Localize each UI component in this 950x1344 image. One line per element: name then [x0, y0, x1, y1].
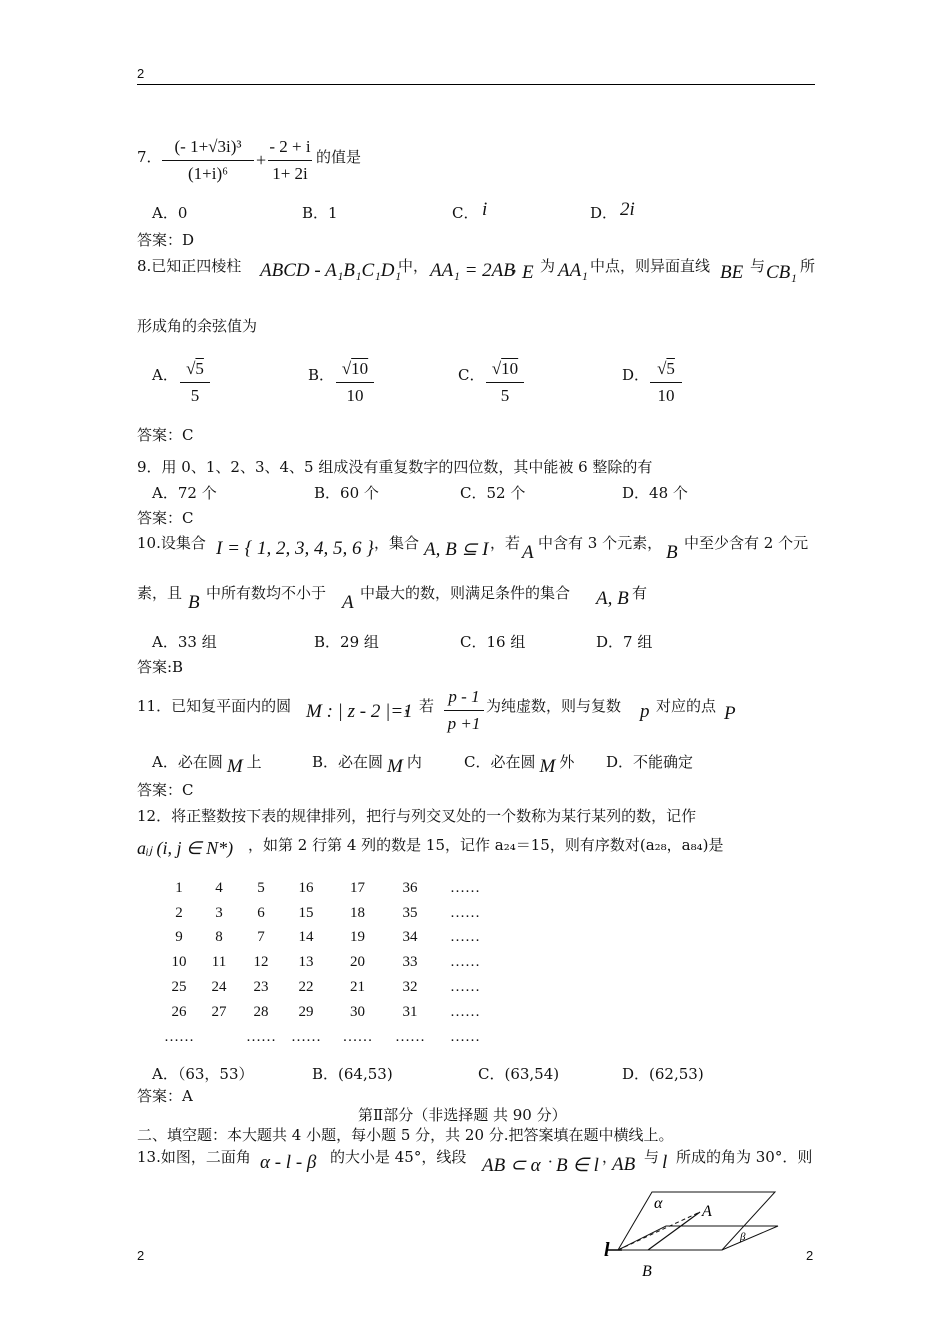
sqrt-numerator: √5	[186, 359, 204, 378]
table-cell: 24	[211, 979, 227, 996]
sqrt-numerator: √10	[491, 359, 519, 378]
q11-answer: 答案：C	[137, 781, 194, 799]
sqrt-numerator: √5	[657, 359, 675, 378]
q13-text-1: 13.如图，二面角	[137, 1148, 251, 1166]
table-cell: ……	[164, 1028, 194, 1045]
q10-line2-c: 中所有数均不小于	[206, 584, 327, 602]
table-cell: ……	[291, 1028, 321, 1045]
table-cell: 12	[253, 954, 269, 971]
q7-option-c: C．	[452, 204, 479, 222]
fraction-bar	[268, 160, 312, 161]
radicand: 5	[666, 359, 675, 378]
table-cell: 34	[402, 929, 418, 946]
table-row	[160, 876, 495, 901]
q9-option-b: B．60 个	[314, 484, 379, 502]
q10-answer: 答案:B	[137, 658, 184, 676]
q9-option-a: A．72 个	[152, 484, 217, 502]
table-cell: ……	[450, 1003, 480, 1020]
q8-option-d-fraction	[650, 358, 682, 407]
q11-option-b	[312, 751, 422, 777]
option-text: A．必在圆	[152, 753, 223, 771]
radicand: 10	[501, 359, 519, 378]
q8-option-c-fraction	[486, 358, 524, 407]
q10-line2-a: 素，且	[137, 584, 183, 602]
q9-option-c: C．52 个	[460, 484, 526, 502]
table-cell: ……	[450, 879, 480, 896]
option-text: 内	[406, 753, 422, 771]
table-cell: 25	[171, 979, 187, 996]
q12-line-2: ，如第 2 行第 4 列的数是 15，记作 a₂₄＝15，则有序数对(a₂₈，a₈₄)是	[248, 836, 724, 854]
table-cell: 13	[298, 954, 314, 971]
q10-option-c: C．16 组	[460, 633, 526, 651]
label-a: A	[702, 1203, 712, 1220]
q10-line2-f: A, B	[596, 588, 629, 609]
radicand: 10	[351, 359, 369, 378]
q9-text: 9．用 0、1、2、3、4、5 组成没有重复数字的四位数，其中能被 6 整除的有	[137, 458, 653, 476]
q11-text-1: 11．已知复平面内的圆	[137, 697, 292, 715]
table-cell: 18	[350, 904, 365, 921]
option-text: C．必在圆	[464, 753, 536, 771]
dihedral-figure	[600, 1188, 790, 1280]
table-cell: 9	[175, 929, 183, 946]
q13-text-4: ，	[602, 1148, 618, 1166]
table-cell: 6	[257, 904, 265, 921]
q13-text-2: 的大小是 45°，线段	[330, 1148, 467, 1166]
q8-prism: ABCD - A₁B₁C₁D₁	[260, 260, 402, 281]
q8-option-d-label: D．	[622, 366, 650, 384]
q8-text-start: 8.已知正四棱柱	[137, 257, 242, 275]
q12-answer: 答案：A	[137, 1087, 193, 1105]
footer-right-number: 2	[806, 1248, 814, 1263]
table-cell: 5	[257, 879, 265, 896]
table-cell: 27	[211, 1003, 227, 1020]
q10-text-3: ，若	[490, 534, 521, 552]
denominator: 5	[500, 386, 510, 405]
q11-option-c	[464, 751, 575, 777]
q7-tail: 的值是	[316, 148, 362, 166]
table-cell: 19	[350, 929, 365, 946]
q8-line-2: 形成角的余弦值为	[137, 317, 258, 335]
q11-option-a	[152, 751, 262, 777]
sqrt-numerator: √10	[341, 359, 369, 378]
q7-option-a: A．0	[152, 204, 188, 222]
q8-text-3: 为	[540, 257, 556, 275]
table-row	[160, 926, 495, 951]
q13-b-in-l: B ∈ l	[556, 1155, 599, 1176]
q7-plus: +	[256, 150, 267, 170]
q13-ab-in-alpha: AB ⊂ α	[482, 1155, 541, 1176]
table-cell: 28	[253, 1003, 269, 1020]
q10-text-5: 中至少含有 2 个元	[684, 534, 809, 552]
q7-frac2-denominator: 1+ 2i	[272, 164, 308, 183]
q13-angle: α - l - β	[260, 1152, 317, 1173]
table-cell: ……	[450, 979, 480, 996]
q10-line2-b: B	[188, 592, 200, 613]
option-math: M	[226, 756, 243, 777]
fraction-bar	[336, 382, 374, 383]
q12-option-d: D．(62,53)	[622, 1065, 704, 1083]
q13-text-6: 所成的角为 30°．则	[676, 1148, 813, 1166]
table-cell: 14	[298, 929, 314, 946]
radicand: 5	[195, 359, 204, 378]
footer-left-number: 2	[137, 1248, 145, 1263]
q8-answer: 答案：C	[137, 426, 194, 444]
fraction-bar	[180, 382, 210, 383]
table-cell: 7	[257, 929, 265, 946]
table-cell: ……	[450, 1028, 480, 1045]
q13-l: l	[662, 1152, 668, 1173]
table-cell: 35	[402, 904, 418, 921]
fraction-bar	[444, 710, 484, 711]
q11-text-4: 对应的点	[656, 697, 717, 715]
q10-line2-g: 有	[632, 584, 648, 602]
q8-option-b-label: B．	[308, 366, 335, 384]
q10-option-d: D．7 组	[596, 633, 653, 651]
q7-fraction-2	[268, 136, 312, 185]
fraction-bar	[486, 382, 524, 383]
q11-fraction	[444, 686, 484, 735]
q8-text-2: ，	[512, 257, 528, 275]
table-cell: 16	[298, 879, 314, 896]
header-page-number: 2	[137, 66, 145, 81]
option-text: 上	[246, 753, 262, 771]
q8-option-a-label: A．	[152, 366, 178, 384]
q7-frac2-numerator: - 2 + i	[269, 137, 311, 156]
plane-alpha	[618, 1192, 775, 1250]
q7-fraction-1	[162, 136, 254, 185]
number-table	[160, 876, 495, 1050]
table-cell: 11	[211, 954, 227, 971]
q10-ab-subset: A, B ⊆ I	[424, 539, 489, 560]
q8-option-a-fraction	[180, 358, 210, 407]
part2-section: 二、填空题：本大题共 4 小题，每小题 5 分，共 20 分.把答案填在题中横线上。	[137, 1126, 674, 1144]
q8-cb1: CB₁	[766, 262, 797, 283]
q10-option-a: A．33 组	[152, 633, 217, 651]
q10-line2-d: A	[342, 592, 354, 613]
table-cell: 22	[298, 979, 314, 996]
table-cell: ……	[246, 1028, 276, 1045]
table-cell: 17	[350, 879, 365, 896]
q7-answer: 答案：D	[137, 231, 195, 249]
plane-beta	[618, 1226, 778, 1250]
table-cell: 2	[175, 904, 183, 921]
table-cell: 29	[298, 1003, 314, 1020]
denominator: 10	[346, 386, 364, 405]
q8-aa1: AA₁	[558, 260, 588, 281]
table-cell: 10	[171, 954, 187, 971]
q9-answer: 答案：C	[137, 509, 194, 527]
q13-text-3: ．	[548, 1148, 564, 1166]
q10-option-b: B．29 组	[314, 633, 379, 651]
table-cell: 23	[253, 979, 269, 996]
q8-text-4: 中点，则异面直线	[590, 257, 711, 275]
option-text: D．不能确定	[606, 753, 694, 771]
option-math: M	[539, 756, 556, 777]
q12-line-1: 12．将正整数按下表的规律排列，把行与列交叉处的一个数称为某行某列的数，记作	[137, 807, 697, 825]
table-cell: 4	[215, 879, 223, 896]
table-row	[160, 975, 495, 1000]
table-cell: 31	[402, 1003, 418, 1020]
table-cell: 36	[402, 879, 418, 896]
label-l: l	[604, 1239, 610, 1261]
option-math: M	[387, 756, 403, 777]
q8-option-b-fraction	[336, 358, 374, 407]
q8-option-c-label: C．	[458, 366, 485, 384]
table-row	[160, 1000, 495, 1025]
q11-option-d	[606, 751, 693, 772]
q10-set-i: I = { 1, 2, 3, 4, 5, 6 }	[216, 538, 374, 559]
q7-option-b: B．1	[302, 204, 338, 222]
table-cell: 1	[175, 879, 183, 896]
table-cell: ……	[450, 929, 480, 946]
q12-option-a: A．（63，53）	[152, 1065, 254, 1083]
table-cell: 30	[350, 1003, 365, 1020]
q7-option-d: D．	[590, 204, 618, 222]
q11-point-p: P	[724, 703, 736, 724]
q10-text-1: 10.设集合	[137, 534, 206, 552]
table-cell: 32	[402, 979, 418, 996]
table-cell: ……	[342, 1028, 373, 1045]
table-cell	[198, 1025, 240, 1050]
q11-frac-numerator: p - 1	[448, 687, 480, 706]
table-cell: 20	[350, 954, 365, 971]
q12-option-c: C．(63,54)	[478, 1065, 560, 1083]
q7-option-c-math: i	[482, 199, 488, 220]
q11-frac-denominator: p +1	[447, 714, 481, 733]
label-alpha: α	[654, 1195, 663, 1212]
q8-text-5: 与	[750, 257, 766, 275]
table-cell: 8	[215, 929, 223, 946]
q7-frac1-denominator: (1+i)⁶	[187, 164, 229, 183]
q13-text-5: 与	[644, 1148, 660, 1166]
table-cell: 26	[171, 1003, 187, 1020]
q10-text-4: 中含有 3 个元素，	[538, 534, 663, 552]
q12-aij: aᵢⱼ (i, j ∈ N*)	[137, 838, 234, 858]
q10-text-2: ，集合	[374, 534, 420, 552]
q11-circle: M : | z - 2 |=1	[306, 701, 413, 722]
table-cell: 15	[298, 904, 314, 921]
q8-text-1: 中，	[398, 257, 429, 275]
header-rule	[137, 84, 815, 85]
label-beta: β	[740, 1231, 746, 1243]
fraction-bar	[650, 382, 682, 383]
table-row	[160, 901, 495, 926]
table-cell: ……	[450, 904, 480, 921]
q8-be: BE	[720, 262, 744, 283]
table-cell: ……	[395, 1028, 425, 1045]
table-cell: 21	[350, 979, 365, 996]
table-row	[160, 950, 495, 975]
q8-aa1-eq: AA₁ = 2AB	[430, 260, 515, 281]
q11-text-3: 为纯虚数，则与复数	[486, 697, 622, 715]
denominator: 5	[190, 386, 200, 405]
table-cell: 33	[402, 954, 418, 971]
option-text: 外	[559, 753, 575, 771]
part2-title: 第Ⅱ部分（非选择题 共 90 分）	[358, 1106, 567, 1124]
q9-option-d: D．48 个	[622, 484, 688, 502]
q13-ab: AB	[612, 1154, 636, 1175]
table-row	[160, 1025, 495, 1050]
q10-line2-e: 中最大的数，则满足条件的集合	[360, 584, 571, 602]
q11-text-2: ，若	[404, 697, 435, 715]
q7-number: 7．	[137, 148, 162, 166]
label-b: B	[642, 1263, 652, 1280]
q12-option-b: B．(64,53)	[312, 1065, 393, 1083]
q10-b: B	[666, 542, 678, 563]
q7-option-d-math: 2i	[620, 199, 635, 220]
table-cell: 3	[215, 904, 223, 921]
q7-frac1-numerator: (- 1+√3i)³	[174, 137, 242, 156]
table-cell: ……	[450, 954, 480, 971]
q10-a: A	[522, 542, 534, 563]
q11-p: p	[640, 701, 650, 722]
fraction-bar	[162, 160, 254, 161]
q8-point-e: E	[522, 262, 534, 283]
denominator: 10	[657, 386, 675, 405]
option-text: B．必在圆	[312, 753, 384, 771]
q8-text-6: 所	[800, 257, 816, 275]
